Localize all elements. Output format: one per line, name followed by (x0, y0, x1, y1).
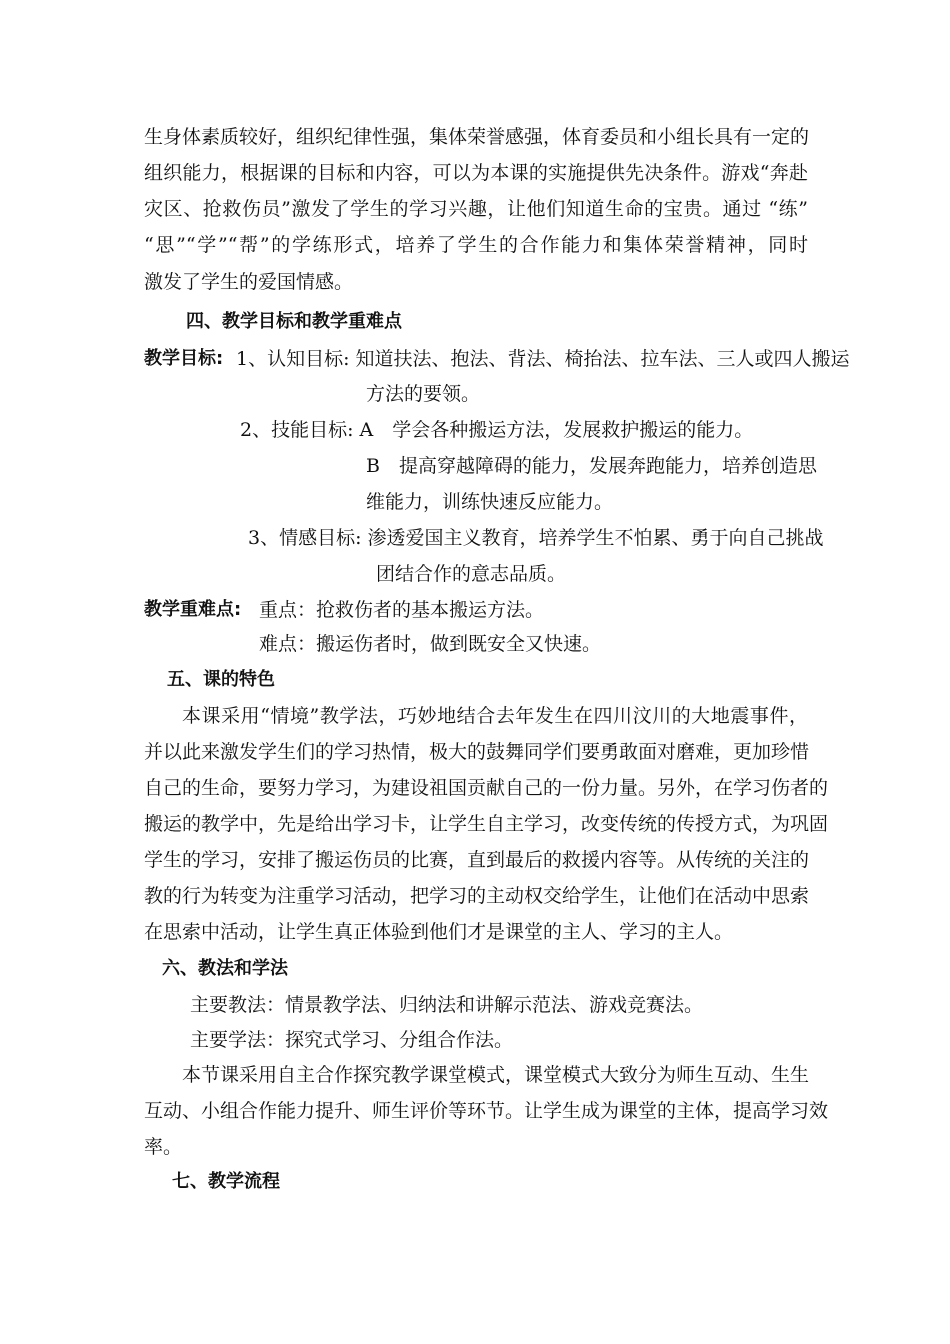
learning-methods: 主要学法：探究式学习、分组合作法。 (190, 1029, 514, 1051)
paragraph-line: 搬运的教学中，先是给出学习卡，让学生自主学习，改变传统的传授方式，为巩固 (144, 813, 829, 835)
paragraph-line: 在思索中活动，让学生真正体验到他们才是课堂的主人、学习的主人。 (144, 921, 734, 943)
goal3-line1: 3、情感目标: 渗透爱国主义教育，培养学生不怕累、勇于向自己挑战 (248, 527, 824, 549)
goal2-line3: 维能力，训练快速反应能力。 (366, 491, 614, 513)
paragraph-line: 率。 (144, 1136, 183, 1158)
paragraph-line: 激发了学生的爱国情感。 (144, 271, 354, 293)
goal2-line2: B 提高穿越障碍的能力，发展奔跑能力，培养创造思 (366, 455, 817, 477)
paragraph-line: 灾区、抢救伤员”激发了学生的学习兴趣，让他们知道生命的宝贵。通过 “练” (144, 198, 808, 220)
goal2-line1: 2、技能目标: A 学会各种搬运方法，发展救护搬运的能力。 (240, 419, 754, 441)
section-heading-6: 六、教法和学法 (162, 958, 288, 979)
key-point: 重点：抢救伤者的基本搬运方法。 (259, 599, 545, 621)
paragraph-line: 互动、小组合作能力提升、师生评价等环节。让学生成为课堂的主体，提高学习效 (144, 1100, 829, 1122)
paragraph-line: 本节课采用自主合作探究教学课堂模式，课堂模式大致分为师生互动、生生 (182, 1064, 810, 1086)
goal3-line2: 团结合作的意志品质。 (376, 563, 567, 585)
teaching-methods: 主要教法：情景教学法、归纳法和讲解示范法、游戏竞赛法。 (190, 994, 704, 1016)
paragraph-line: 并以此来激发学生们的学习热情，极大的鼓舞同学们要勇敢面对磨难，更加珍惜 (144, 741, 810, 763)
paragraph-line: 教的行为转变为注重学习活动，把学习的主动权交给学生，让他们在活动中思索 (144, 885, 810, 907)
paragraph-line: 自己的生命，要努力学习，为建设祖国贡献自己的一份力量。另外，在学习伤者的 (144, 777, 829, 799)
paragraph-line: 组织能力，根据课的目标和内容，可以为本课的实施提供先决条件。游戏“奔赴 (144, 162, 808, 184)
goal1-line1: 1、认知目标: 知道扶法、抱法、背法、椅抬法、拉车法、三人或四人搬运 (236, 348, 850, 370)
section-heading-5: 五、课的特色 (167, 669, 275, 690)
section-heading-7: 七、教学流程 (172, 1171, 280, 1192)
paragraph-line: 本课采用“情境”教学法，巧妙地结合去年发生在四川汶川的大地震事件， (182, 705, 808, 727)
goals-label: 教学目标: (144, 348, 224, 369)
section-heading-4: 四、教学目标和教学重难点 (186, 311, 402, 332)
paragraph-line: 生身体素质较好，组织纪律性强，集体荣誉感强，体育委员和小组长具有一定的 (144, 126, 810, 148)
difficult-point: 难点：搬运伤者时，做到既安全又快速。 (259, 633, 602, 655)
goal1-line2: 方法的要领。 (366, 383, 481, 405)
keypoints-label: 教学重难点: (144, 599, 242, 620)
paragraph-line: 学生的学习，安排了搬运伤员的比赛，直到最后的救援内容等。从传统的关注的 (144, 849, 810, 871)
paragraph-line: “思”“学”“帮”的学练形式，培养了学生的合作能力和集体荣誉精神，同时 (144, 234, 808, 256)
